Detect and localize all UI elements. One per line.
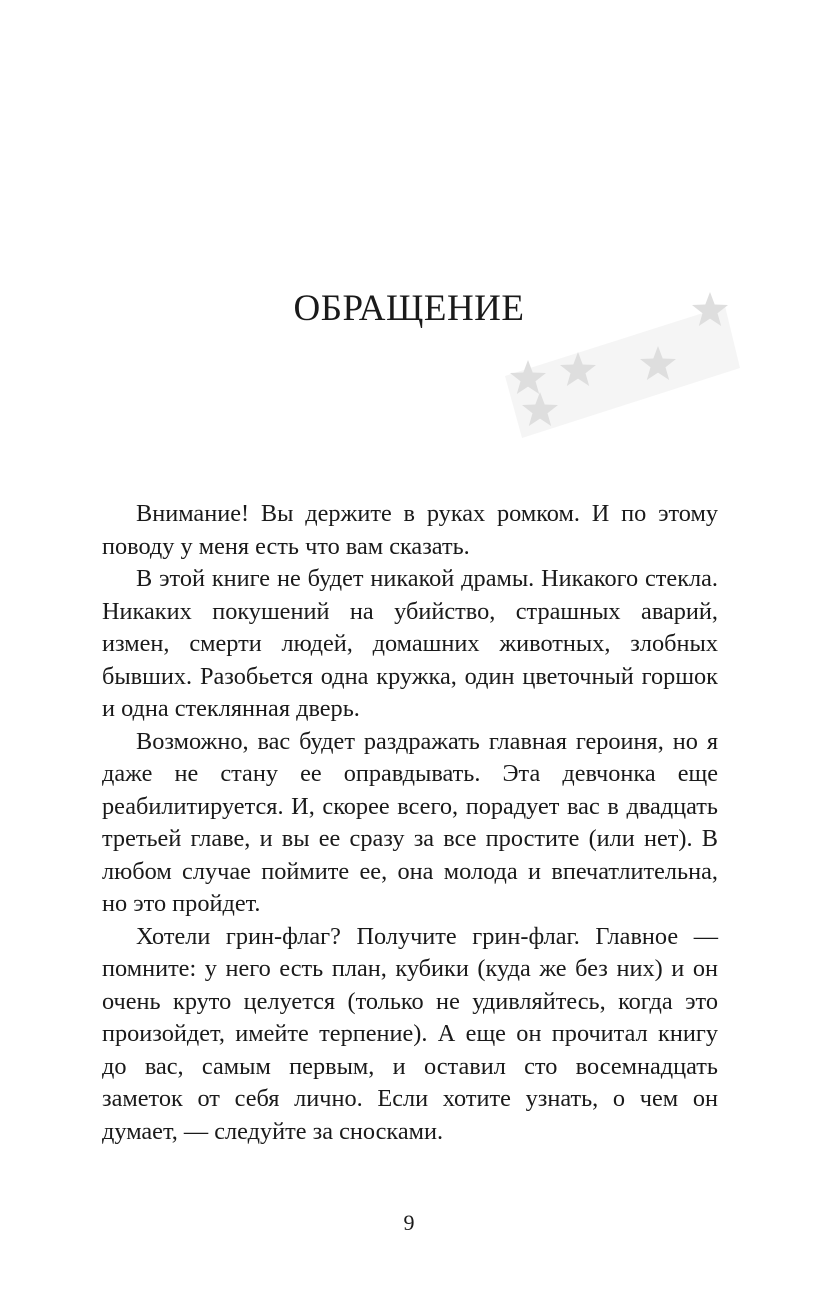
paragraph: Внимание! Вы держите в руках ромком. И по этому поводу у меня есть что вам сказать. [102,500,718,560]
paragraph: Возможно, вас будет раздражать главная героиня, но я даже не стану ее оправдывать. Эта девчонка еще реабилитируется. И, скорее всего, порадует вас в двадцать третьей главе, и вы ее сразу за все простите (или нет). В любом случае поймите ее, она молода и впечатлительна, но это пройдет. [102,727,718,917]
page-title: ОБРАЩЕНИЕ [293,287,525,329]
body-text [102,498,718,1148]
page-number: 9 [403,1210,415,1235]
paragraph: Хотели грин-флаг? Получите грин-флаг. Главное — помните: у него есть план, кубики (куда же без них) и он очень круто целуется (только не удивляйтесь, когда это произойдет, имейте терпение). А еще он прочитал книгу до вас, самым первым, и оставил сто восемнадцать заметок от себя лично. Если хотите узнать, о чем он думает, — следуйте за сносками. [102,922,718,1145]
paragraph: В этой книге не будет никакой драмы. Никакого стекла. Никаких покушений на убийство, страшных аварий, измен, смерти людей, домашних животных, злобных бывших. Разобьется одна кружка, один цветочный горшок и одна стеклянная дверь. [102,565,718,722]
stars-icon [500,288,750,448]
